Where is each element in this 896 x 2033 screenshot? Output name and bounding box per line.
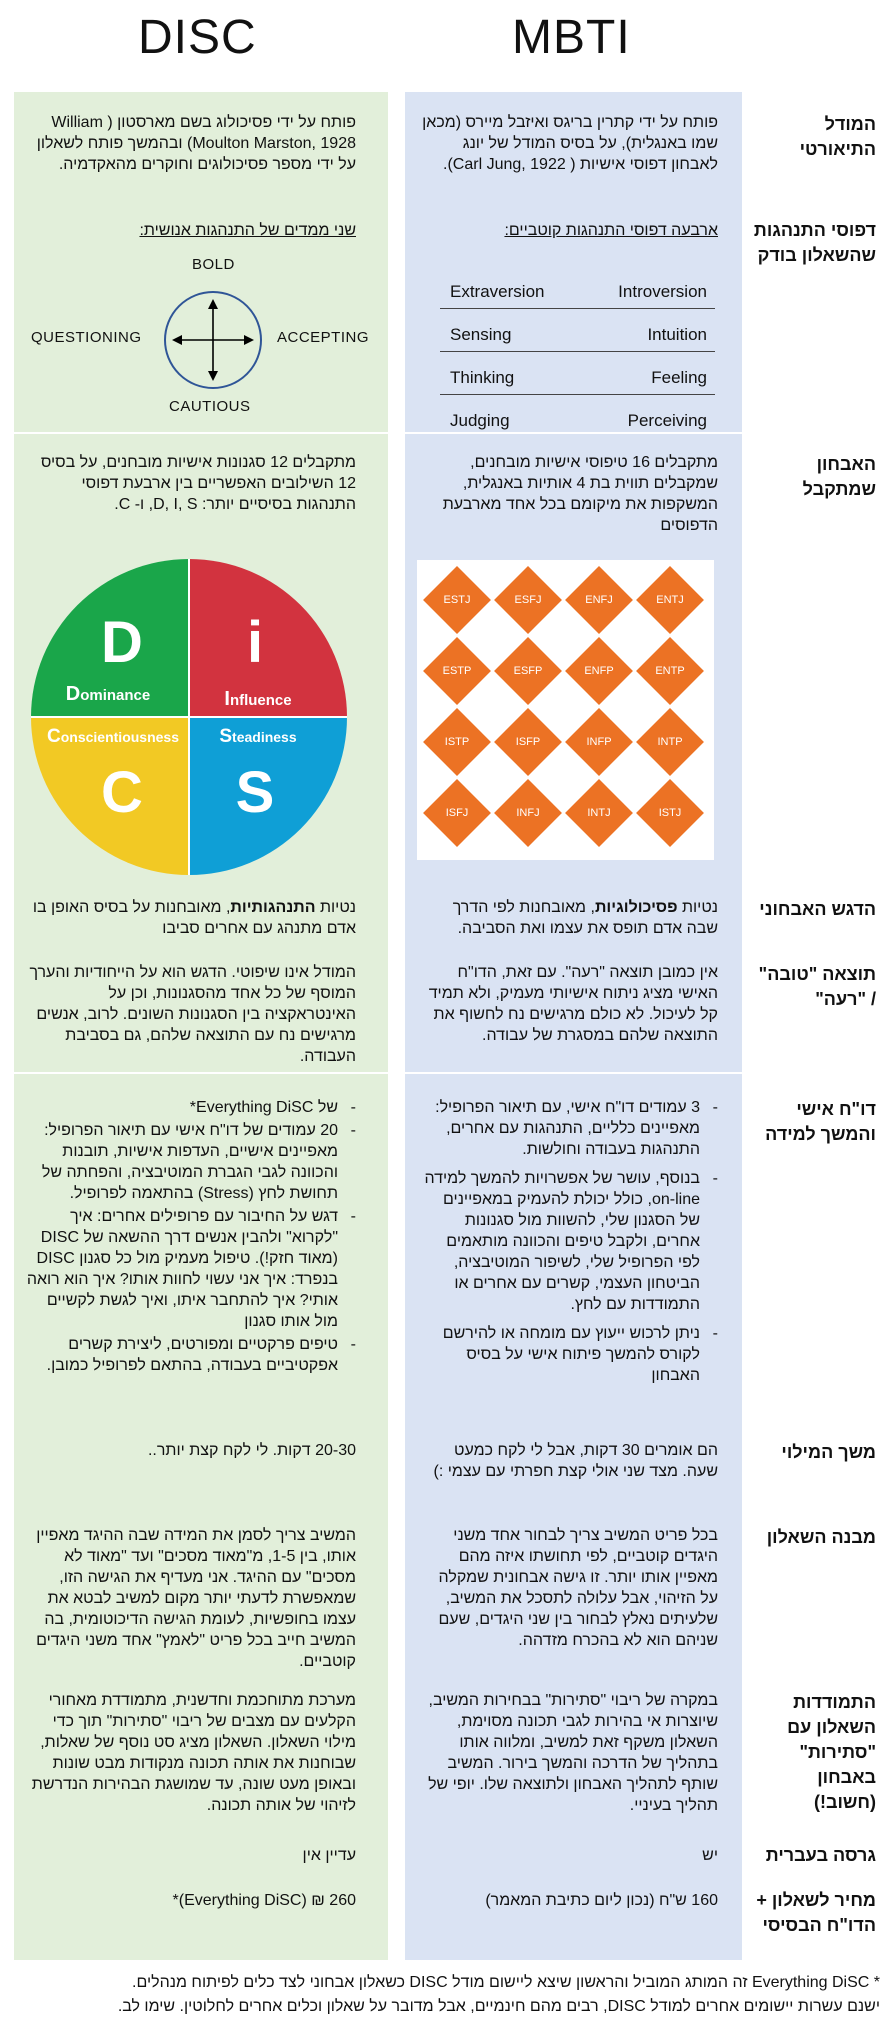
disc-price: 260 ₪ (Everything DiSC)* [172,1892,356,1909]
rest-c: onscientiousness [60,729,179,745]
mbti-pair-right: Perceiving [627,411,707,430]
mbti-pair-left: Judging [450,411,510,430]
disc-axis-top: BOLD [192,256,235,273]
mbti-type-grid [417,560,714,860]
letter-c: C [101,760,143,825]
disc-hebrew: עדיין אין [302,1847,356,1864]
disc-axes-diagram [158,285,268,395]
mbti-type-label: INFJ [516,807,540,819]
mbti-type-label: ESTP [442,665,472,677]
mbti-pair-right: Introversion [618,282,707,301]
mbti-pair-right: Feeling [651,368,707,387]
rest-s: teadiness [232,729,297,745]
disc-diagnosis: מתקבלים 12 סגנונות אישיות מובחנים, על בסיס 12 השילובים האפשריים בין ארבעת דפוסי התנהגות בסיסיים יותר: D, I, S, ו- C. [40,454,356,513]
row-label-theory: המודל התיאורטי [799,114,876,159]
disc-emphasis-post: , מאובחנות על בסיס האופן בו אדם מתנהג עם אחרים סביבו [32,899,356,937]
row-separator [14,1072,742,1074]
mbti-type-label: ENTJ [656,594,684,606]
mbti-contradictions: במקרה של ריבוי "סתירות" בבחירות המשיב, שיוצרות אי בהירות לגבי תכונה מסוימת, השאלון משקף זאת למשיב, ומלווה אותו בתהליך של הדרכה והמשך בירור. המשיב שותף לתהליך האבחון ולתוצאה שלו. יופי של תהליך בעיניי. [428,1692,718,1814]
mbti-pair-left: Sensing [450,325,512,344]
mbti-pair [440,325,715,352]
disc-report-item: - 20 עמודים של דו"ח אישי עם תיאור הפרופיל: מאפיינים אישיים, העדפות אישיות, תובנות והכוונה לגבי הגברת המוטיבציה, והפחתה של תחושת לחץ (Stress) בהתאמה לפרופיל. [26,1120,338,1204]
mbti-pair-left: Extraversion [450,282,545,301]
mbti-pair [440,411,715,437]
mbti-type-label: INTJ [587,807,611,819]
row-label-emphasis: הדגש האבחוני [759,899,876,919]
row-label-structure: מבנה השאלון [766,1527,876,1547]
disc-structure: המשיב צריך לסמן את המידה שבה ההיגד מאפיין אותו, בין 1-5, מ"מאוד מסכים" ועד "מאוד לא מסכים" עם ההיגד. אני מעדיף את הגישה הזו, שמאפשרת לדעתי יותר מקום למשיב לבטא את עצמו בחופשיות, לעומת הגישה הדיכוטומית, בה המשיב חייב בכל פריט "לאמץ" אחד משני היגדים קוטביים. [36,1527,356,1670]
rest-i: nfluence [229,692,292,709]
mbti-pair [440,368,715,395]
mbti-pair-left: Thinking [450,368,515,387]
rest-d: ominance [80,687,151,704]
header-disc: DISC [138,11,257,64]
disc-circle-chart [28,556,350,878]
mbti-type-label: ENFP [584,665,614,677]
cap-s: S [219,726,233,747]
disc-report-item: - טיפים פרקטיים ומפורטים, ליצירת קשרים אפקטיביים בעבודה, בהתאם לפרופיל כמובן. [26,1334,338,1376]
row-label-contradictions: התמודדות השאלון עם "סתירות" באבחון (חשוב!) [787,1692,876,1812]
cap-d: D [65,683,81,705]
disc-report [26,1097,356,1378]
row-label-report: דו"ח אישי והמשך למידה [765,1099,876,1144]
mbti-report [420,1097,718,1388]
mbti-theory: פותח על ידי קתרין בריגס ואיזבל מיירס (מכאן שמו באנגלית), על בסיס המודל של יונג לאבחון דפוסי אישיות ( Carl Jung, 1922). [422,114,718,173]
arrow-right-icon [244,335,254,345]
row-label-diagnosis: האבחון שמתקבל [802,454,876,499]
footnote: * Everything DiSC זה המותג המוביל והראשון שיצא ליישום מודל DISC כשאלון אבחוני לצד כלים לפיתוח מנהלים. [132,1974,880,1991]
mbti-emphasis-bold: פסיכולוגיות [594,899,678,916]
disc-axis-bottom: CAUTIOUS [169,398,251,415]
letter-d: D [101,610,143,675]
cap-c: C [47,726,61,747]
mbti-pair [440,282,715,309]
row-label-duration: משך המילוי [781,1442,876,1462]
disc-theory: פותח על ידי פסיכולוג בשם מארסטון ( William Moulton Marston, 1928) ובהמשך פותח לשאלון על ידי מספר פסיכולוגים וחוקרים מהאקדמיה. [36,114,356,173]
mbti-type-label: INFP [586,736,612,748]
mbti-patterns-title: ארבעה דפוסי התנהגות קוטביים: [504,222,718,239]
footnote: ישנם עשרות יישומים אחרים למודל DISC, רבים מהם חינמיים, אבל מדובר על שאלון וכלים אחרים לחלוטין. שימו לב. [117,1998,880,2015]
disc-axis-right: ACCEPTING [277,329,370,346]
mbti-price: 160 ש"ח (נכון ליום כתיבת המאמר) [485,1892,718,1909]
letter-s: S [235,760,275,825]
disc-duration: 20-30 דקות. לי לקח קצת יותר.. [147,1442,356,1459]
arrow-up-icon [208,299,218,309]
mbti-diagnosis: מתקבלים 16 טיפוסי אישיות מובחנים, שמקבלים תווית בת 4 אותיות באנגלית, המשקפות את מיקומם בכל אחד מארבעת הדפוסים [442,454,718,534]
row-label-goodbad: תוצאה "טובה" / "רעה" [758,964,876,1009]
row-label-price: מחיר לשאלון + הדו"ח הבסיסי [756,1890,876,1935]
disc-axis-left: QUESTIONING [31,329,142,346]
label-steadiness [219,726,296,747]
mbti-report-item: - ניתן לרכוש ייעוץ עם מומחה או להירשם לקורס להמשך פיתוח אישי על בסיס האבחון [420,1323,700,1386]
mbti-report-item: - 3 עמודים דו"ח אישי, עם תיאור הפרופיל: מאפיינים כלליים, התנהגות עם אחרים, התנהגות בעבודה וחולשות. [420,1097,700,1160]
mbti-type-label: ESTJ [443,594,471,606]
mbti-type-label: ISTP [444,736,470,748]
header-mbti: MBTI [512,11,631,64]
row-label-patterns: דפוסי התנהגות שהשאלון בודק [753,220,876,265]
disc-emphasis-pre: נטיות [315,899,356,916]
mbti-emphasis [420,897,718,939]
mbti-emphasis-pre: נטיות [677,899,718,916]
mbti-type-label: ENFJ [585,594,613,606]
disc-patterns-title: שני ממדים של התנהגות אנושית: [139,222,356,239]
mbti-type-label: INTP [657,736,683,748]
disc-contradictions: מערכת מתוחכמת וחדשנית, מתמודדת מאחורי הקלעים עם מצבים של ריבוי "סתירות" תוך כדי מילוי השאלון. השאלון מציג סט נוסף של שאלות, שבוחנות את אותה תכונה מנקודות מבט שונות ובאופן מעט שונה, עד שמושגת הבהירות הנדרשת לזיהוי של אותה תכונה. [31,1692,356,1814]
mbti-report-item: - בנוסף, עושר של אפשרויות להמשך למידה on-line, כולל יכולת להעמיק במאפיינים של הסגנון שלי, להשוות מול סגנונות אחרים, ולקבל טיפים והכוונה מותאמים לפי הפרופיל שלי, לשיפור המוטיבציה, הביטחון העצמי, קשרים עם אחרים או התמודדות עם לחץ. [420,1168,700,1315]
disc-emphasis-bold: התנהגותיות [230,899,316,916]
disc-report-item: - דגש על החיבור עם פרופילים אחרים: איך "לקרוא" ולהבין אנשים דרך ההשאה של DISC (מאוד חזק!). טיפול מעמיק מול כל סגנון DISC בנפרד: איך אני עשוי לחוות אותו? איך הוא רואה אותי? איך להתחבר איתו, ואיך לגשת לקשיים מול אותו סגנון [26,1206,338,1332]
disc-emphasis [26,897,356,939]
mbti-type-label: ENTP [655,665,685,677]
mbti-type-label: ISFJ [445,807,469,819]
mbti-goodbad: אין כמובן תוצאה "רעה". עם זאת, הדו"ח האישי מציג ניתוח אישיותי מעמיק, ולא תמיד קל לעיכול. לא כולם מרגישים נח לחשוף את התוצאה שלהם במסגרת של עבודה. [428,964,718,1044]
mbti-emphasis-post: , מאובחנות לפי הדרך שבה אדם תופס את עצמו ואת הסביבה. [452,899,718,937]
mbti-type-label: ESFJ [514,594,542,606]
arrow-left-icon [172,335,182,345]
mbti-hebrew: יש [702,1847,718,1864]
label-influence [224,688,291,710]
mbti-duration: הם אומרים 30 דקות, אבל לי לקח כמעט שעה. מצד שני אולי קצת חפרתי עם עצמי :) [433,1442,718,1480]
arrow-down-icon [208,371,218,381]
mbti-pair-right: Intuition [647,325,707,344]
row-label-hebrew: גרסה בעברית [765,1845,876,1865]
cap-i: I [224,688,230,710]
disc-report-item: - של Everything DiSC* [26,1097,338,1118]
disc-goodbad: המודל אינו שיפוטי. הדגש הוא על הייחודיות והערך המוסף של כל אחד מהסגנונות, וכן על האינטראקציה בין הסגנונות השונים. לרוב, אנשים מרגישים נח עם התוצאה שלהם, גם בסביבת העבודה. [29,964,356,1065]
letter-i: i [246,610,264,675]
mbti-type-label: ISTJ [658,807,682,819]
label-dominance [66,683,150,705]
label-conscientiousness [47,726,179,747]
mbti-structure: בכל פריט המשיב צריך לבחור אחד משני היגדים קוטביים, לפי תחושתו איזה מהם מאפיין אותו יותר. זו גישה אבחונית שמקלה על הזיהוי, אבל עלולה לתסכל את המשיב, שלעיתים נאלץ לבחור בין שני היגדים, שעם שניהם הוא לא בהכרח מזדהה. [438,1527,718,1649]
mbti-type-label: ESFP [513,665,543,677]
mbti-type-label: ISFP [515,736,541,748]
